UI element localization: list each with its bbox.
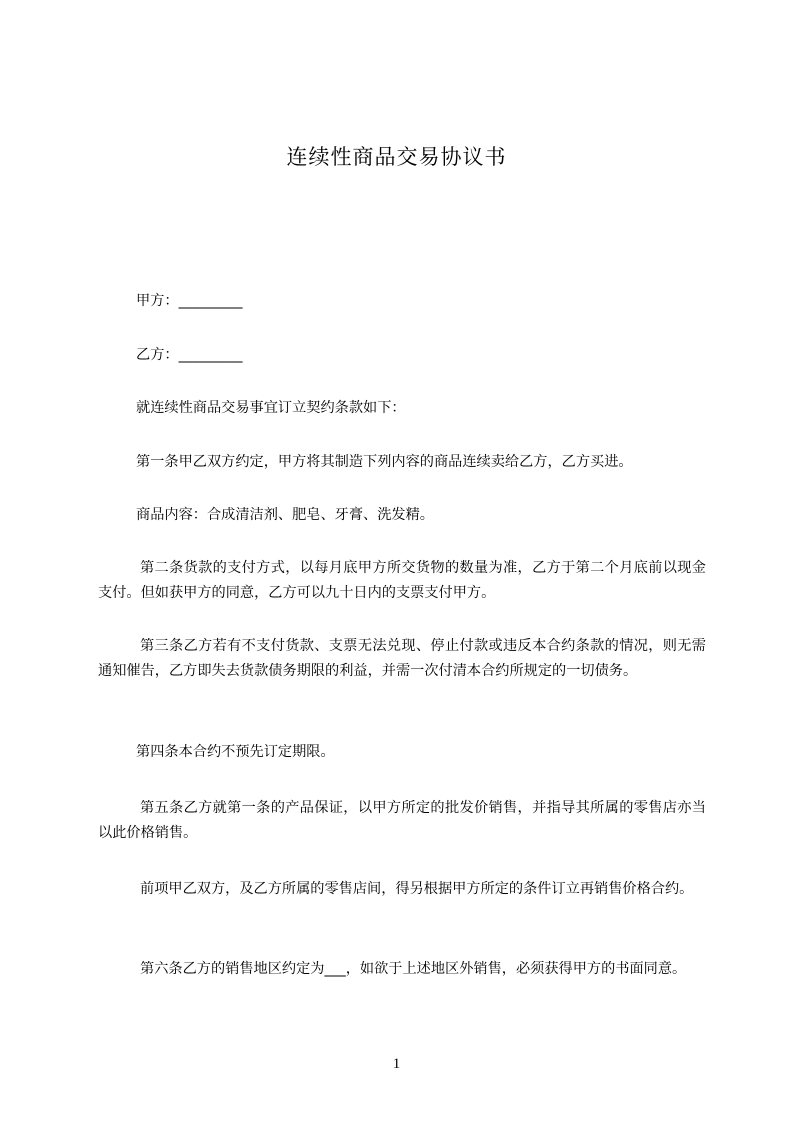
article-1-paragraph: 第一条甲乙双方约定，甲方将其制造下列内容的商品连续卖给乙方，乙方买进。 bbox=[136, 454, 633, 470]
page-number: 1 bbox=[392, 1056, 401, 1072]
document-title: 连续性商品交易协议书 bbox=[286, 145, 507, 169]
article-2-paragraph: 第二条货款的支付方式，以每月底甲方所交货物的数量为准，乙方于第二个月底前以现金支付。但如获甲方的同意，乙方可以九十日内的支票支付甲方。 bbox=[98, 560, 706, 601]
article-4-paragraph: 第四条本合约不预先订定期限。 bbox=[136, 744, 335, 760]
article-6-paragraph: 第六条乙方的销售地区约定为___，如欲于上述地区外销售，必须获得甲方的书面同意。 bbox=[140, 961, 687, 977]
party-b-line: 乙方：_________ bbox=[136, 347, 243, 363]
article-5-paragraph: 第五条乙方就第一条的产品保证，以甲方所定的批发价销售，并指导其所属的零售店亦当以此价格销售。 bbox=[98, 800, 706, 841]
goods-paragraph: 商品内容：合成清洁剂、肥皂、牙膏、洗发精。 bbox=[136, 507, 434, 523]
article-3-paragraph: 第三条乙方若有不支付货款、支票无法兑现、停止付款或违反本合约条款的情况，则无需通知催告，乙方即失去货款债务期限的利益，并需一次付清本合约所规定的一切债务。 bbox=[98, 638, 706, 679]
party-a-line: 甲方：_________ bbox=[136, 293, 243, 309]
intro-paragraph: 就连续性商品交易事宜订立契约条款如下： bbox=[136, 400, 406, 416]
article-5b-paragraph: 前项甲乙双方，及乙方所属的零售店间，得另根据甲方所定的条件订立再销售价格合约。 bbox=[140, 881, 694, 897]
